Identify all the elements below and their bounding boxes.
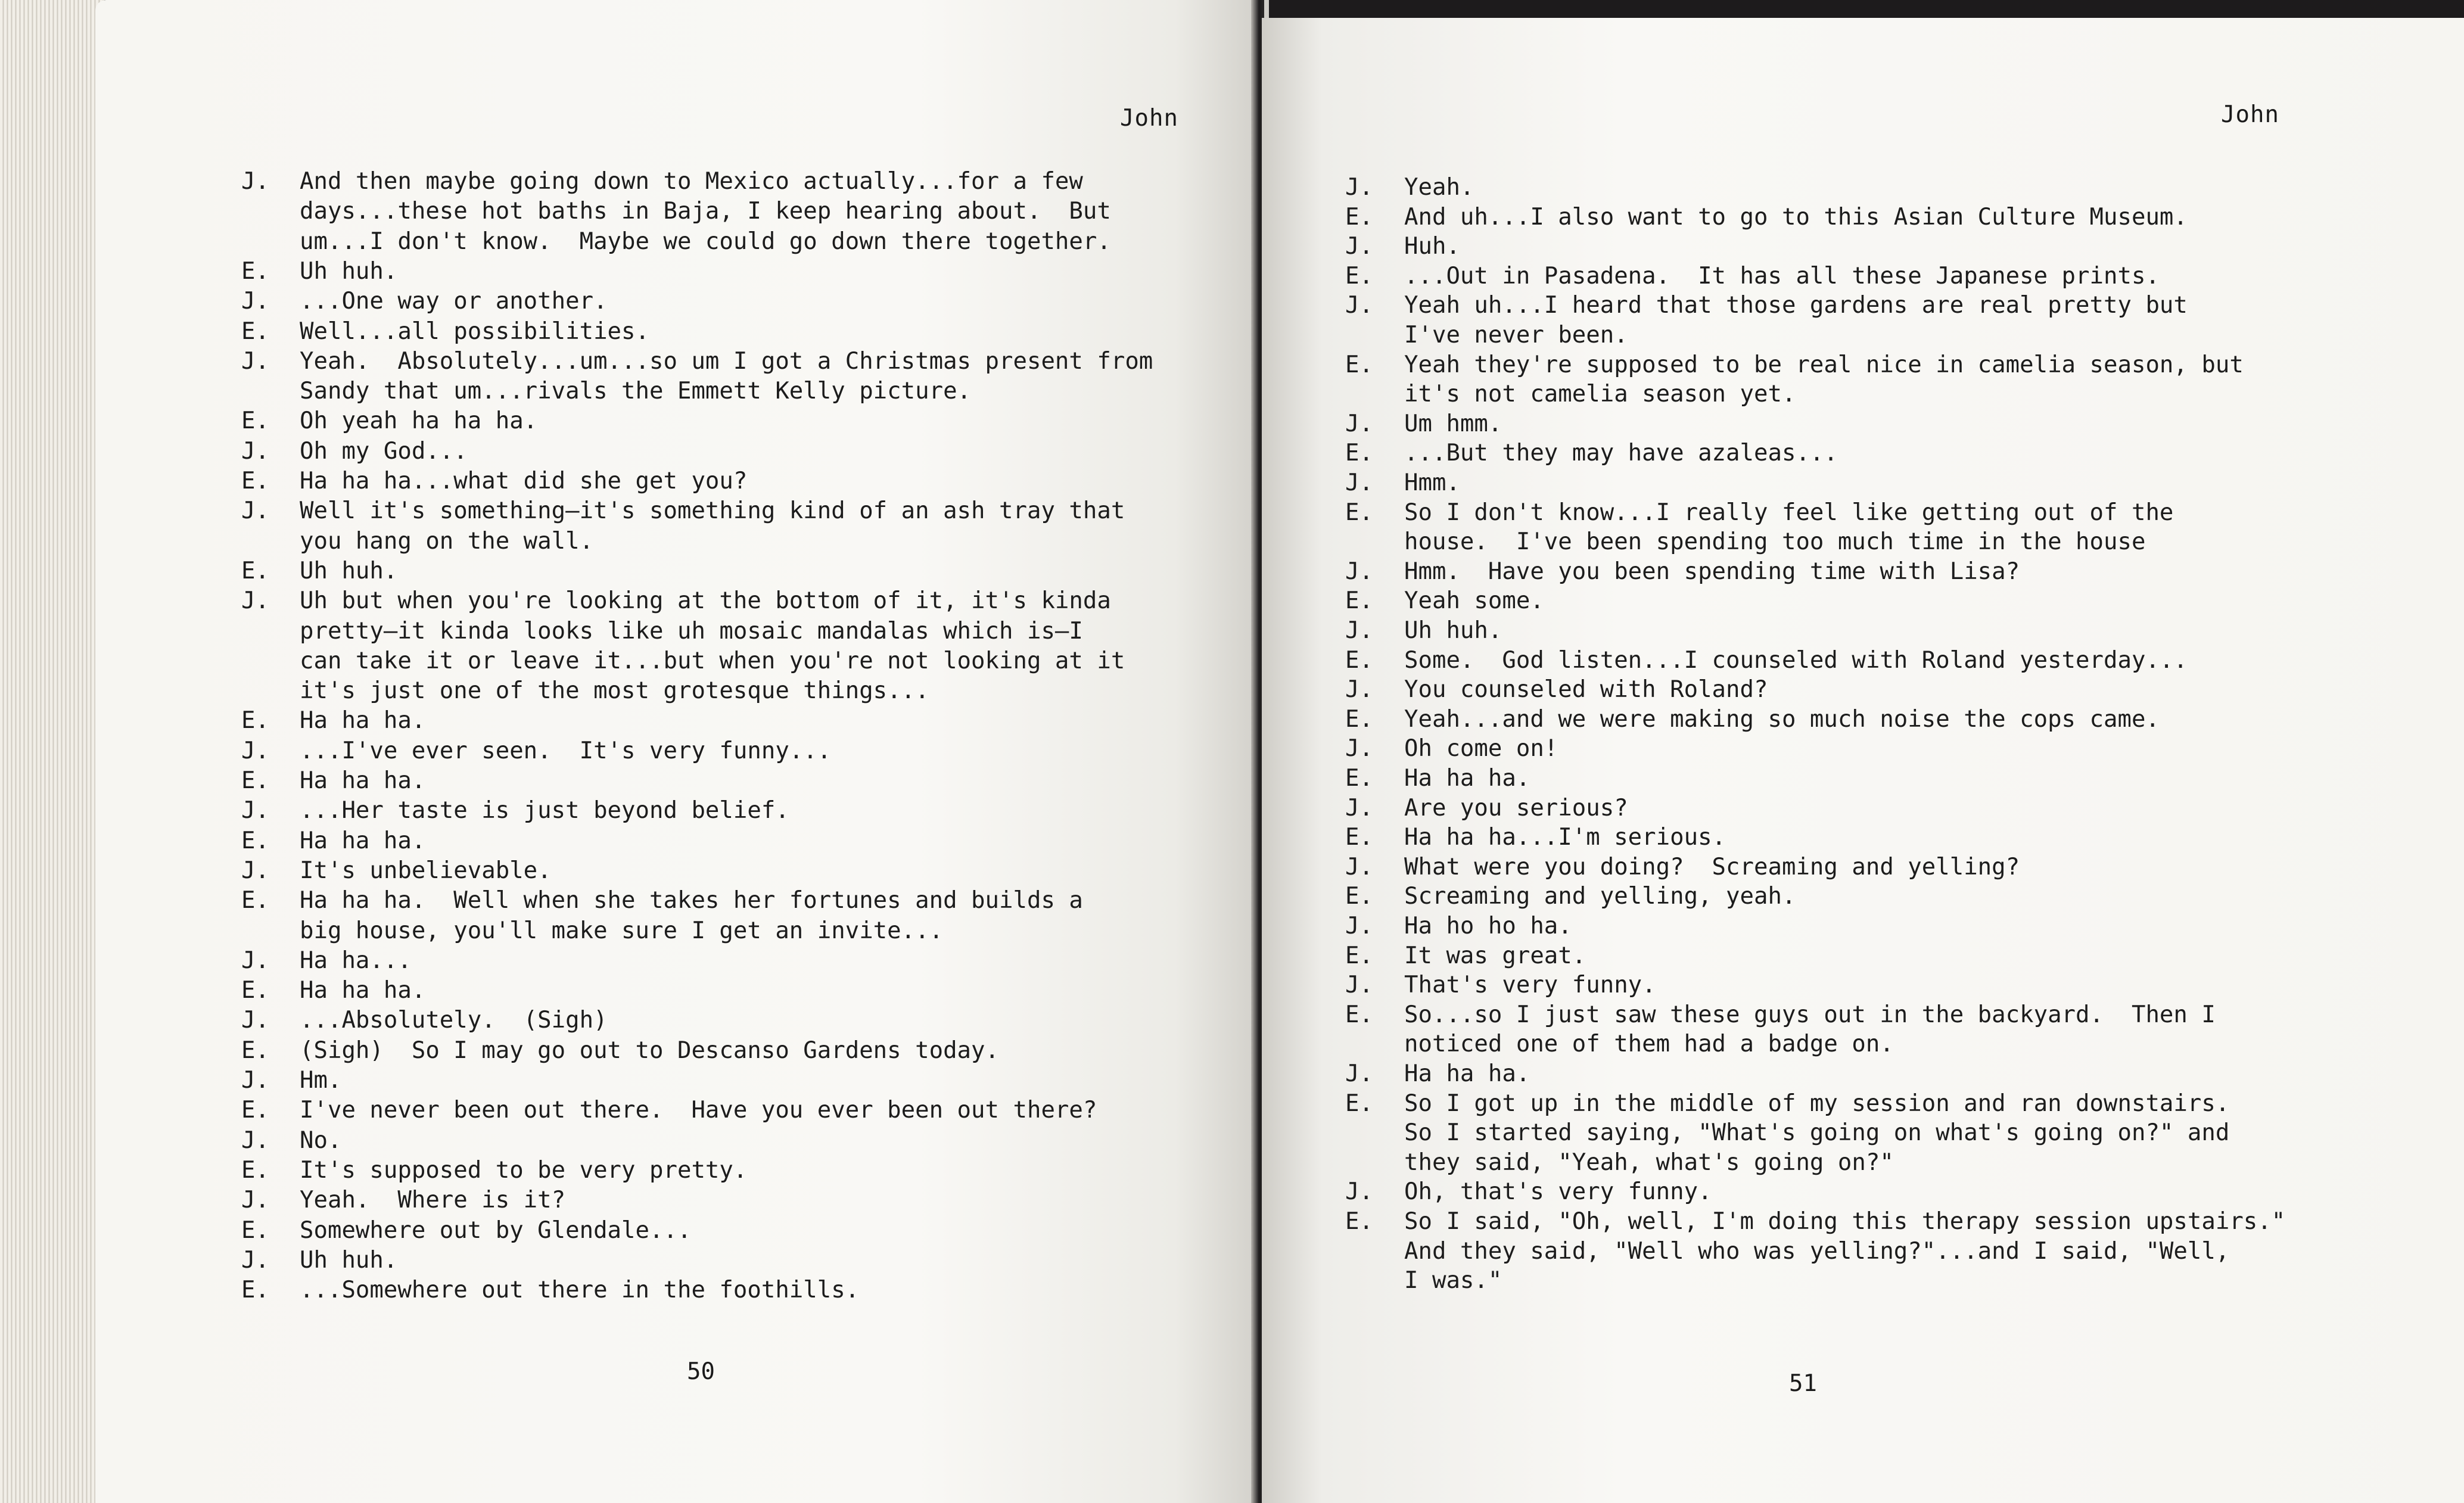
speaker-label: E. [241,1277,269,1303]
left-page-number: 50 [687,1358,715,1385]
speaker-label: E. [241,977,269,1004]
dialogue-line: noticed one of them had a badge on. [1404,1031,1894,1057]
speaker-label: E. [241,1037,269,1064]
speaker-label: E. [1345,499,1373,526]
dialogue-line: I've never been out there. Have you ever been out there? [300,1097,1097,1124]
speaker-label: E. [1345,765,1373,792]
dialogue-line: Yeah. [1404,174,1474,201]
speaker-label: E. [241,1217,269,1244]
speaker-label: J. [241,738,269,764]
dialogue-line: Um hmm. [1404,410,1502,437]
speaker-label: E. [1345,1090,1373,1117]
speaker-label: J. [241,288,269,315]
speaker-label: J. [1345,1178,1373,1205]
speaker-label: E. [1345,824,1373,851]
dialogue-line: Ha ha ha. [300,707,426,734]
speaker-label: J. [241,587,269,614]
dialogue-line: Hmm. [1404,469,1460,496]
speaker-label: J. [241,1067,269,1094]
dialogue-line: No. [300,1127,342,1154]
dialogue-line: It's supposed to be very pretty. [300,1157,748,1184]
dialogue-line: Ha ha... [300,947,412,974]
dialogue-line: pretty—it kinda looks like uh mosaic mandalas which is—I [300,618,1083,645]
dialogue-line: Ha ha ha. [300,977,426,1004]
speaker-label: J. [241,1007,269,1034]
dialogue-line: Ha ha ha. [1404,1060,1530,1087]
dialogue-line: Well it's something—it's something kind of an ash tray that [300,497,1125,524]
speaker-label: J. [1345,469,1373,496]
dialogue-line: Oh come on! [1404,735,1558,762]
dialogue-line: So I started saying, "What's going on what's going on?" and [1404,1119,2230,1146]
dialogue-line: Yeah uh...I heard that those gardens are real pretty but [1404,292,2188,319]
dialogue-line: Hmm. Have you been spending time with Lisa? [1404,558,2020,585]
speaker-label: E. [1345,440,1373,466]
dialogue-line: um...I don't know. Maybe we could go down there together. [300,228,1111,255]
dialogue-line: Ha ha ha...I'm serious. [1404,824,1726,851]
dialogue-line: It's unbelievable. [300,857,552,884]
speaker-label: J. [1345,854,1373,880]
dialogue-line: days...these hot baths in Baja, I keep hearing about. But [300,198,1111,225]
dialogue-line: house. I've been spending too much time in the house [1404,528,2146,555]
dialogue-line: ...I've ever seen. It's very funny... [300,738,832,764]
dialogue-line: Ha ha ha. [300,767,426,794]
speaker-label: J. [241,1247,269,1274]
speaker-label: J. [1345,410,1373,437]
dialogue-line: ...Absolutely. (Sigh) [300,1007,608,1034]
dialogue-line: Oh, that's very funny. [1404,1178,1712,1205]
dialogue-line: What were you doing? Screaming and yelling? [1404,854,2020,880]
speaker-label: J. [1345,735,1373,762]
dialogue-line: Oh yeah ha ha ha. [300,407,538,434]
speaker-label: E. [241,827,269,854]
speaker-label: E. [1345,942,1373,969]
speaker-label: J. [241,857,269,884]
dialogue-line: Ha ha ha...what did she get you? [300,468,748,494]
dialogue-line: Oh my God... [300,438,468,465]
speaker-label: E. [241,558,269,584]
dialogue-line: ...Her taste is just beyond belief. [300,797,789,824]
dialogue-line: And then maybe going down to Mexico actually...for a few [300,168,1083,195]
dialogue-line: Are you serious? [1404,795,1628,821]
dialogue-line: So I got up in the middle of my session and ran downstairs. [1404,1090,2230,1117]
dialogue-line: Yeah. Absolutely...um...so um I got a Christmas present from [300,348,1153,375]
speaker-label: J. [1345,676,1373,703]
dialogue-line: Yeah some. [1404,587,1544,614]
dialogue-line: So...so I just saw these guys out in the backyard. Then I [1404,1001,2216,1028]
speaker-label: E. [1345,706,1373,733]
speaker-label: J. [241,1187,269,1213]
speaker-label: J. [1345,972,1373,998]
dialogue-line: Uh huh. [1404,617,1502,644]
speaker-label: J. [1345,174,1373,201]
dialogue-line: can take it or leave it...but when you're not looking at it [300,648,1125,674]
dialogue-line: I was." [1404,1267,1502,1294]
dialogue-line: Yeah they're supposed to be real nice in camelia season, but [1404,351,2244,378]
speaker-label: J. [241,797,269,824]
speaker-label: E. [241,1157,269,1184]
dialogue-line: ...Somewhere out there in the foothills. [300,1277,860,1303]
speaker-label: J. [241,168,269,195]
speaker-label: J. [1345,1060,1373,1087]
dialogue-line: It was great. [1404,942,1586,969]
right-page-number: 51 [1789,1370,1817,1397]
dialogue-line: Uh but when you're looking at the bottom of it, it's kinda [300,587,1111,614]
dialogue-line: ...Out in Pasadena. It has all these Japanese prints. [1404,263,2160,290]
dialogue-line: Ha ha ha. [1404,765,1530,792]
dialogue-line: ...But they may have azaleas... [1404,440,1838,466]
speaker-label: E. [241,1097,269,1124]
speaker-label: J. [1345,617,1373,644]
dialogue-line: Well...all possibilities. [300,318,649,345]
dialogue-line: Hm. [300,1067,342,1094]
speaker-label: E. [241,407,269,434]
dialogue-line: And they said, "Well who was yelling?"...and I said, "Well, [1404,1238,2230,1265]
speaker-label: E. [1345,1208,1373,1235]
dialogue-line: (Sigh) So I may go out to Descanso Gardens today. [300,1037,999,1064]
speaker-label: E. [241,318,269,345]
speaker-label: E. [1345,647,1373,674]
dialogue-line: Huh. [1404,233,1460,260]
dialogue-line: Uh huh. [300,258,398,285]
speaker-label: E. [1345,351,1373,378]
dialogue-line: ...One way or another. [300,288,608,315]
dialogue-line: Uh huh. [300,1247,398,1274]
dialogue-line: That's very funny. [1404,972,1656,998]
right-page-header: John [2221,101,2279,128]
speaker-label: E. [1345,883,1373,910]
speaker-label: J. [241,497,269,524]
speaker-label: E. [1345,263,1373,290]
dialogue-line: you hang on the wall. [300,528,594,555]
left-page-header: John [1120,105,1178,132]
dialogue-line: Sandy that um...rivals the Emmett Kelly picture. [300,378,972,404]
dialogue-line: Somewhere out by Glendale... [300,1217,692,1244]
dialogue-line: I've never been. [1404,322,1628,348]
speaker-label: E. [241,707,269,734]
dialogue-line: And uh...I also want to go to this Asian Culture Museum. [1404,204,2188,231]
speaker-label: E. [241,887,269,914]
dialogue-line: Uh huh. [300,558,398,584]
speaker-label: J. [1345,913,1373,939]
dialogue-line: big house, you'll make sure I get an invite... [300,917,944,944]
speaker-label: J. [1345,233,1373,260]
dialogue-line: Screaming and yelling, yeah. [1404,883,1796,910]
dialogue-line: So I don't know...I really feel like getting out of the [1404,499,2174,526]
speaker-label: E. [1345,1001,1373,1028]
speaker-label: E. [1345,587,1373,614]
speaker-label: J. [1345,292,1373,319]
dialogue-line: Ha ha ha. Well when she takes her fortunes and builds a [300,887,1083,914]
speaker-label: J. [241,947,269,974]
dialogue-line: Yeah...and we were making so much noise the cops came. [1404,706,2160,733]
page-edges [0,0,104,1503]
speaker-label: J. [241,438,269,465]
speaker-label: J. [1345,795,1373,821]
dialogue-line: Yeah. Where is it? [300,1187,566,1213]
dialogue-line: Ha ho ho ha. [1404,913,1572,939]
dialogue-line: Ha ha ha. [300,827,426,854]
dialogue-line: You counseled with Roland? [1404,676,1768,703]
dialogue-line: they said, "Yeah, what's going on?" [1404,1149,1894,1176]
speaker-label: E. [241,258,269,285]
dialogue-line: it's just one of the most grotesque things... [300,677,929,704]
speaker-label: E. [241,767,269,794]
speaker-label: E. [1345,204,1373,231]
dialogue-line: Some. God listen...I counseled with Roland yesterday... [1404,647,2188,674]
dialogue-line: it's not camelia season yet. [1404,381,1796,407]
speaker-label: E. [241,468,269,494]
speaker-label: J. [1345,558,1373,585]
dialogue-line: So I said, "Oh, well, I'm doing this therapy session upstairs." [1404,1208,2286,1235]
speaker-label: J. [241,1127,269,1154]
speaker-label: J. [241,348,269,375]
